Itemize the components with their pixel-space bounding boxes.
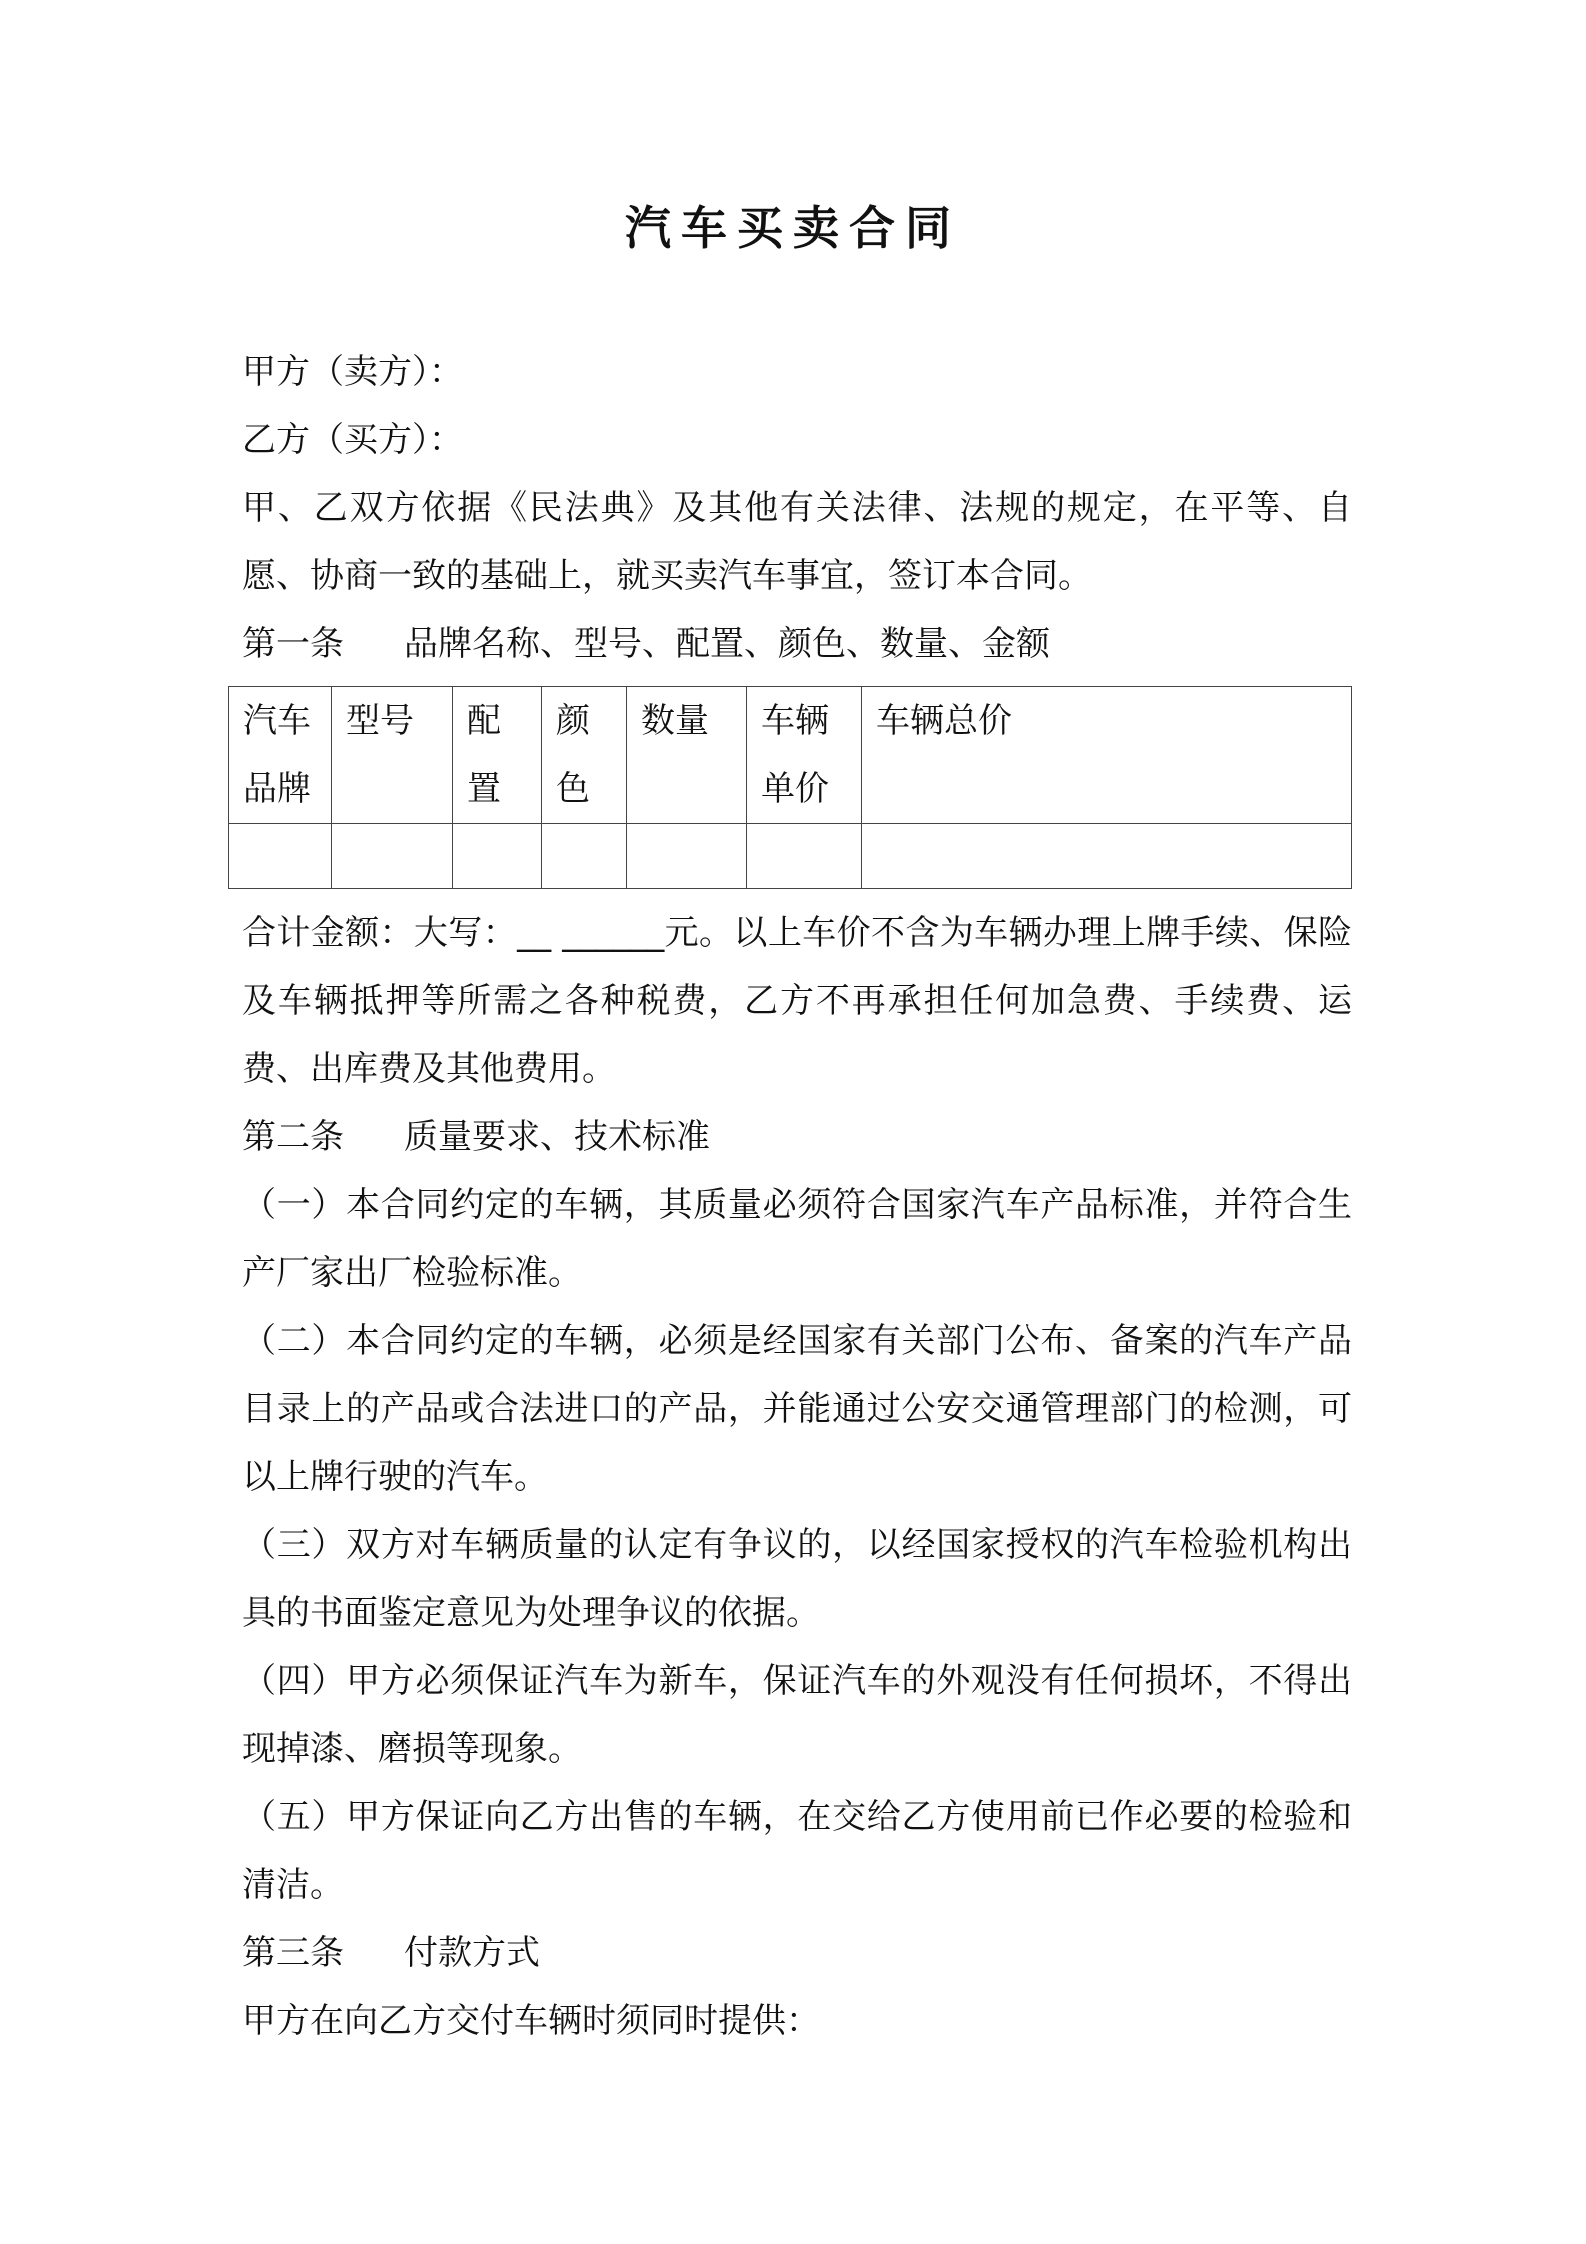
article-2-number: 第二条 xyxy=(242,1117,344,1157)
table-cell xyxy=(627,824,747,889)
table-cell xyxy=(453,824,542,889)
article-2-title: 质量要求、技术标准 xyxy=(404,1117,710,1157)
total-amount-paragraph: 合计金额：大写：__ ______元。以上车价不含为车辆办理上牌手续、保险及车辆抵押等所需之各种税费，乙方不再承担任何加急费、手续费、运费、出库费及其他费用。 xyxy=(242,913,1352,1089)
article-2-item-2: （二）本合同约定的车辆，必须是经国家有关部门公布、备案的汽车产品目录上的产品或合法进口的产品，并能通过公安交通管理部门的检测，可以上牌行驶的汽车。 xyxy=(242,1321,1352,1497)
document-body xyxy=(242,338,1352,2055)
party-a-line: 甲方（卖方）： xyxy=(242,352,463,392)
intro-paragraph: 甲、乙双方依据《民法典》及其他有关法律、法规的规定，在平等、自愿、协商一致的基础上，就买卖汽车事宜，签订本合同。 xyxy=(242,488,1352,596)
vehicle-spec-table xyxy=(228,686,1352,889)
header-total-price: 车辆总价 xyxy=(862,687,1352,824)
article-1-number: 第一条 xyxy=(242,624,344,664)
header-color: 颜色 xyxy=(542,687,627,824)
article-3-number: 第三条 xyxy=(242,1933,344,1973)
header-config: 配置 xyxy=(453,687,542,824)
header-quantity: 数量 xyxy=(627,687,747,824)
table-cell xyxy=(542,824,627,889)
document-title: 汽车买卖合同 xyxy=(625,201,961,255)
article-3-title: 付款方式 xyxy=(404,1933,540,1973)
article-2-item-5: （五）甲方保证向乙方出售的车辆，在交给乙方使用前已作必要的检验和清洁。 xyxy=(242,1797,1352,1905)
article-3-heading xyxy=(242,1919,1352,1987)
article-2-item-1: （一）本合同约定的车辆，其质量必须符合国家汽车产品标准，并符合生产厂家出厂检验标准。 xyxy=(242,1185,1352,1293)
table-header-row xyxy=(229,687,1352,824)
header-model: 型号 xyxy=(332,687,453,824)
header-brand: 汽车品牌 xyxy=(229,687,332,824)
article-2-item-3: （三）双方对车辆质量的认定有争议的，以经国家授权的汽车检验机构出具的书面鉴定意见为处理争议的依据。 xyxy=(242,1525,1352,1633)
article-1-title: 品牌名称、型号、配置、颜色、数量、金额 xyxy=(404,624,1050,664)
table-cell xyxy=(862,824,1352,889)
party-b-line: 乙方（买方）： xyxy=(242,420,463,460)
article-2-heading xyxy=(242,1103,1352,1171)
article-1-heading xyxy=(242,610,1352,678)
table-cell xyxy=(747,824,862,889)
header-unit-price: 车辆单价 xyxy=(747,687,862,824)
table-cell xyxy=(332,824,453,889)
table-cell xyxy=(229,824,332,889)
table-row xyxy=(229,824,1352,889)
article-2-item-4: （四）甲方必须保证汽车为新车，保证汽车的外观没有任何损坏，不得出现掉漆、磨损等现象。 xyxy=(242,1661,1352,1769)
closing-line: 甲方在向乙方交付车辆时须同时提供： xyxy=(242,2001,820,2041)
